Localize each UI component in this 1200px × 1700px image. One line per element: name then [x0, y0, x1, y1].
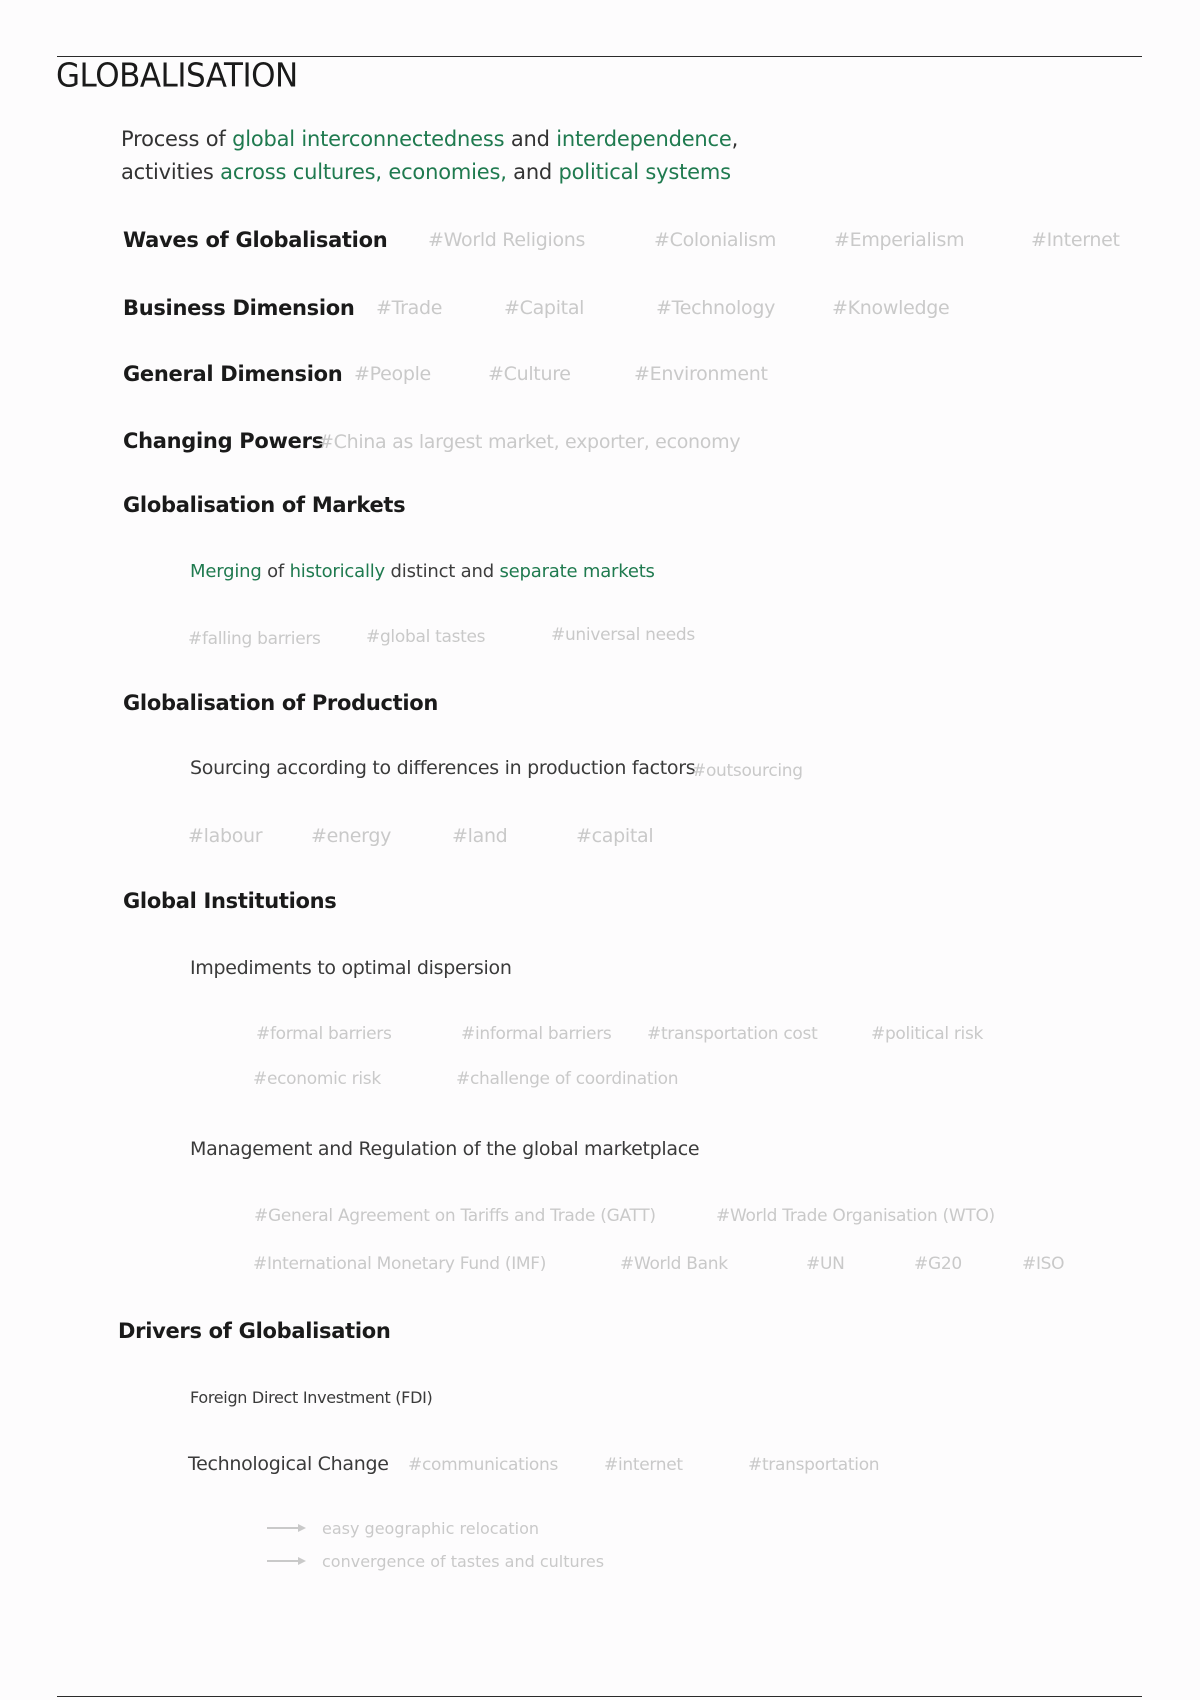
tag: #universal needs: [551, 625, 695, 645]
tag: #Colonialism: [654, 229, 777, 251]
tag: #land: [452, 825, 508, 847]
def-text: of: [261, 561, 290, 582]
tag: #China as largest market, exporter, economy: [318, 431, 741, 453]
arrow-note-text: easy geographic relocation: [322, 1519, 540, 1538]
tag: #Internet: [1031, 229, 1120, 251]
tag: #Environment: [634, 363, 768, 385]
arrow-note: [266, 1552, 604, 1571]
definition-line-2: [121, 160, 731, 184]
def-highlight: Merging: [190, 561, 262, 582]
def-highlight: political systems: [558, 160, 731, 184]
tag: #internet: [604, 1455, 683, 1475]
tech-label: Technological Change: [188, 1453, 389, 1475]
tag: #Knowledge: [832, 297, 950, 319]
tag: #Capital: [504, 297, 585, 319]
def-highlight: across cultures, economies,: [220, 160, 507, 184]
def-text: and: [506, 160, 559, 184]
def-highlight: historically: [289, 561, 386, 582]
def-text: Process of: [121, 127, 233, 151]
def-text: distinct and: [385, 561, 500, 582]
changing-heading: Changing Powers: [123, 429, 324, 453]
tag: #People: [354, 363, 431, 385]
arrow-right-icon: [266, 1522, 308, 1534]
def-highlight: interdependence: [556, 127, 732, 151]
fdi-label: Foreign Direct Investment (FDI): [190, 1388, 433, 1407]
tag: #Emperialism: [834, 229, 965, 251]
tag: #political risk: [871, 1024, 984, 1044]
institutions-heading: Global Institutions: [123, 889, 337, 913]
tag: #Trade: [376, 297, 443, 319]
tag: #transportation: [748, 1455, 880, 1475]
business-heading: Business Dimension: [123, 296, 355, 320]
def-text: activities: [121, 160, 221, 184]
tag: #World Trade Organisation (WTO): [716, 1206, 995, 1226]
def-text: and: [504, 127, 557, 151]
production-definition: Sourcing according to differences in production factors: [190, 757, 696, 779]
def-text: ,: [731, 127, 739, 151]
tag: #transportation cost: [647, 1024, 818, 1044]
markets-heading: Globalisation of Markets: [123, 493, 406, 517]
tag: #capital: [576, 825, 654, 847]
tag: #Culture: [488, 363, 571, 385]
tag: #communications: [408, 1455, 559, 1475]
drivers-heading: Drivers of Globalisation: [118, 1319, 391, 1343]
general-heading: General Dimension: [123, 362, 343, 386]
arrow-note-text: convergence of tastes and cultures: [322, 1552, 605, 1571]
tag: #G20: [914, 1254, 962, 1274]
production-heading: Globalisation of Production: [123, 691, 439, 715]
arrow-note: [266, 1519, 539, 1538]
tag: #informal barriers: [461, 1024, 612, 1044]
def-highlight: global interconnectedness: [232, 127, 505, 151]
tag: #General Agreement on Tariffs and Trade (GATT): [254, 1206, 656, 1226]
tag: #energy: [311, 825, 392, 847]
bottom-rule: [57, 1696, 1142, 1697]
tag: #economic risk: [253, 1069, 381, 1089]
waves-heading: Waves of Globalisation: [123, 228, 388, 252]
tag: #UN: [806, 1254, 845, 1274]
tag: #labour: [188, 825, 263, 847]
tag: #formal barriers: [256, 1024, 392, 1044]
arrow-right-icon: [266, 1555, 308, 1567]
tag: #ISO: [1022, 1254, 1065, 1274]
markets-definition: [190, 561, 655, 582]
management-subheading: Management and Regulation of the global marketplace: [190, 1138, 700, 1160]
tag: #global tastes: [366, 627, 486, 647]
tag: #World Religions: [428, 229, 586, 251]
tag: #International Monetary Fund (IMF): [253, 1254, 547, 1274]
impediments-subheading: Impediments to optimal dispersion: [190, 957, 512, 979]
tag: #outsourcing: [692, 761, 803, 781]
tag: #Technology: [656, 297, 776, 319]
tag: #World Bank: [620, 1254, 728, 1274]
page-title: GLOBALISATION: [56, 57, 298, 95]
definition-line-1: [121, 127, 738, 151]
tag: #challenge of coordination: [456, 1069, 679, 1089]
def-highlight: separate markets: [499, 561, 655, 582]
tag: #falling barriers: [188, 629, 321, 649]
